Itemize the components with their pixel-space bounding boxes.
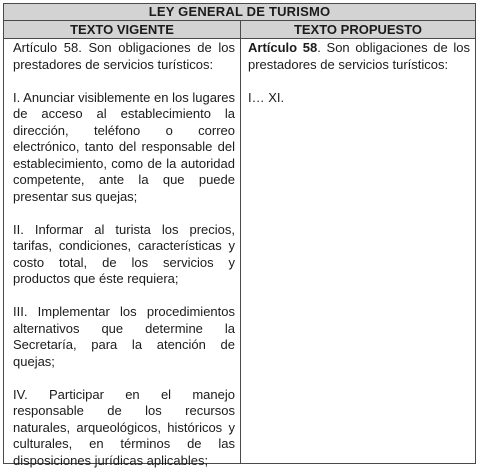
vigente-item-iii: III. Implementar los procedimientos alternativos que determine la Secretaría, para la atención de quejas;	[13, 304, 235, 369]
propuesto-intro-text: . Son obligaciones de los prestadores de servicios turísticos:	[248, 40, 471, 72]
vigente-article-intro: Artículo 58. Son obligaciones de los prestadores de servicios turísticos:	[13, 40, 235, 72]
texto-vigente-column	[13, 40, 235, 469]
vigente-item-iv: IV. Participar en el manejo responsable de los recursos naturales, arqueológicos, históricos y culturales, en términos de las disposiciones jurídicas aplicables;	[13, 386, 235, 468]
comparison-table	[3, 3, 476, 468]
propuesto-article-number: Artículo 58	[248, 40, 318, 55]
propuesto-item-range: I… XI.	[248, 89, 285, 105]
propuesto-article-intro	[248, 40, 470, 73]
vigente-item-i: I. Anunciar visiblemente en los lugares de acceso al establecimiento la dirección, teléfono o correo electrónico, tanto del responsable del establecimiento, como de la autoridad competente, ante la que puede presentar sus quejas;	[13, 89, 235, 204]
law-title: LEY GENERAL DE TURISMO	[4, 4, 475, 21]
vigente-item-ii: II. Informar al turista los precios, tarifas, condiciones, características y costo total, de los servicios y productos que éste requiera;	[13, 221, 235, 286]
texto-propuesto-column	[248, 40, 470, 106]
header-texto-vigente: TEXTO VIGENTE	[4, 21, 240, 38]
header-texto-propuesto: TEXTO PROPUESTO	[241, 21, 475, 38]
column-divider	[240, 21, 241, 463]
